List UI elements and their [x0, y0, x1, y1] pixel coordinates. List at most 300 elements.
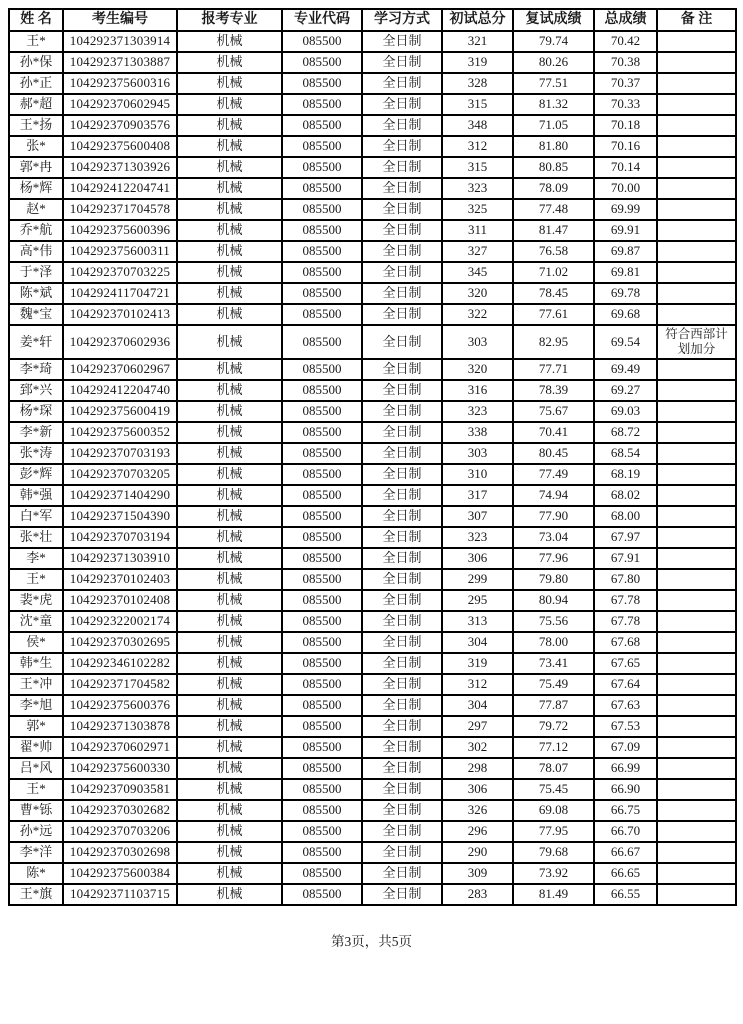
table-row	[9, 283, 736, 304]
study-mode-cell: 全日制	[362, 842, 442, 863]
total-score-cell: 66.65	[594, 863, 657, 884]
major-code-cell: 085500	[282, 611, 362, 632]
study-mode-cell: 全日制	[362, 73, 442, 94]
major-cell: 机械	[177, 422, 282, 443]
remark-cell	[657, 863, 736, 884]
major-code-cell: 085500	[282, 422, 362, 443]
name-cell: 白*军	[9, 506, 63, 527]
candidate-id-cell: 104292370703225	[63, 262, 177, 283]
total-score-cell: 70.00	[594, 178, 657, 199]
major-cell: 机械	[177, 115, 282, 136]
remark-cell	[657, 304, 736, 325]
remark-cell	[657, 611, 736, 632]
total-score-cell: 66.90	[594, 779, 657, 800]
major-cell: 机械	[177, 401, 282, 422]
major-code-cell: 085500	[282, 653, 362, 674]
major-cell: 机械	[177, 304, 282, 325]
study-mode-cell: 全日制	[362, 199, 442, 220]
remark-cell	[657, 800, 736, 821]
major-code-cell: 085500	[282, 758, 362, 779]
name-cell: 韩*生	[9, 653, 63, 674]
study-mode-cell: 全日制	[362, 884, 442, 905]
column-header-candidate-id: 考生编号	[63, 9, 177, 31]
table-row	[9, 157, 736, 178]
total-score-cell: 70.18	[594, 115, 657, 136]
initial-score-cell: 319	[442, 52, 513, 73]
page-number: 第3页，共5页	[331, 934, 412, 949]
study-mode-cell: 全日制	[362, 485, 442, 506]
name-cell: 沈*童	[9, 611, 63, 632]
remark-cell	[657, 569, 736, 590]
remark-cell	[657, 527, 736, 548]
remark-cell	[657, 674, 736, 695]
major-cell: 机械	[177, 380, 282, 401]
study-mode-cell: 全日制	[362, 569, 442, 590]
candidate-id-cell: 104292375600311	[63, 241, 177, 262]
study-mode-cell: 全日制	[362, 325, 442, 359]
initial-score-cell: 313	[442, 611, 513, 632]
candidate-id-cell: 104292370903581	[63, 779, 177, 800]
column-header-study-mode: 学习方式	[362, 9, 442, 31]
study-mode-cell: 全日制	[362, 800, 442, 821]
table-row	[9, 52, 736, 73]
initial-score-cell: 320	[442, 283, 513, 304]
initial-score-cell: 304	[442, 632, 513, 653]
initial-score-cell: 316	[442, 380, 513, 401]
candidate-id-cell: 104292322002174	[63, 611, 177, 632]
name-cell: 于*泽	[9, 262, 63, 283]
initial-score-cell: 327	[442, 241, 513, 262]
table-row	[9, 758, 736, 779]
name-cell: 郝*超	[9, 94, 63, 115]
retest-score-cell: 75.67	[513, 401, 594, 422]
remark-cell	[657, 178, 736, 199]
candidate-id-cell: 104292371704578	[63, 199, 177, 220]
major-cell: 机械	[177, 842, 282, 863]
study-mode-cell: 全日制	[362, 632, 442, 653]
remark-cell	[657, 262, 736, 283]
total-score-cell: 68.19	[594, 464, 657, 485]
table-row	[9, 325, 736, 359]
major-cell: 机械	[177, 800, 282, 821]
name-cell: 陈*	[9, 863, 63, 884]
major-cell: 机械	[177, 863, 282, 884]
candidate-id-cell: 104292370703206	[63, 821, 177, 842]
study-mode-cell: 全日制	[362, 157, 442, 178]
total-score-cell: 69.03	[594, 401, 657, 422]
name-cell: 赵*	[9, 199, 63, 220]
table-row	[9, 94, 736, 115]
candidate-id-cell: 104292375600396	[63, 220, 177, 241]
initial-score-cell: 310	[442, 464, 513, 485]
initial-score-cell: 320	[442, 359, 513, 380]
name-cell: 李*新	[9, 422, 63, 443]
major-cell: 机械	[177, 758, 282, 779]
study-mode-cell: 全日制	[362, 304, 442, 325]
total-score-cell: 69.54	[594, 325, 657, 359]
major-code-cell: 085500	[282, 136, 362, 157]
name-cell: 王*	[9, 779, 63, 800]
retest-score-cell: 77.96	[513, 548, 594, 569]
major-code-cell: 085500	[282, 241, 362, 262]
study-mode-cell: 全日制	[362, 821, 442, 842]
total-score-cell: 70.37	[594, 73, 657, 94]
major-cell: 机械	[177, 884, 282, 905]
table-row	[9, 800, 736, 821]
name-cell: 韩*强	[9, 485, 63, 506]
name-cell: 李*	[9, 548, 63, 569]
candidate-id-cell: 104292370102408	[63, 590, 177, 611]
major-code-cell: 085500	[282, 52, 362, 73]
retest-score-cell: 79.72	[513, 716, 594, 737]
initial-score-cell: 315	[442, 157, 513, 178]
total-score-cell: 67.97	[594, 527, 657, 548]
total-score-cell: 67.53	[594, 716, 657, 737]
table-row	[9, 422, 736, 443]
name-cell: 裴*虎	[9, 590, 63, 611]
retest-score-cell: 80.45	[513, 443, 594, 464]
retest-score-cell: 82.95	[513, 325, 594, 359]
major-code-cell: 085500	[282, 262, 362, 283]
major-code-cell: 085500	[282, 380, 362, 401]
candidate-id-cell: 104292375600352	[63, 422, 177, 443]
name-cell: 张*涛	[9, 443, 63, 464]
retest-score-cell: 81.49	[513, 884, 594, 905]
total-score-cell: 67.68	[594, 632, 657, 653]
major-cell: 机械	[177, 178, 282, 199]
study-mode-cell: 全日制	[362, 220, 442, 241]
initial-score-cell: 306	[442, 779, 513, 800]
table-row	[9, 359, 736, 380]
major-cell: 机械	[177, 241, 282, 262]
study-mode-cell: 全日制	[362, 506, 442, 527]
total-score-cell: 69.27	[594, 380, 657, 401]
major-cell: 机械	[177, 73, 282, 94]
remark-cell	[657, 443, 736, 464]
study-mode-cell: 全日制	[362, 283, 442, 304]
name-cell: 李*琦	[9, 359, 63, 380]
initial-score-cell: 319	[442, 653, 513, 674]
table-row	[9, 842, 736, 863]
candidate-id-cell: 104292375600330	[63, 758, 177, 779]
study-mode-cell: 全日制	[362, 359, 442, 380]
initial-score-cell: 317	[442, 485, 513, 506]
table-row	[9, 674, 736, 695]
study-mode-cell: 全日制	[362, 262, 442, 283]
candidate-id-cell: 104292370602945	[63, 94, 177, 115]
table-row	[9, 863, 736, 884]
name-cell: 王*扬	[9, 115, 63, 136]
total-score-cell: 69.91	[594, 220, 657, 241]
major-cell: 机械	[177, 359, 282, 380]
retest-score-cell: 78.07	[513, 758, 594, 779]
total-score-cell: 68.00	[594, 506, 657, 527]
candidate-id-cell: 104292371504390	[63, 506, 177, 527]
major-cell: 机械	[177, 136, 282, 157]
major-cell: 机械	[177, 52, 282, 73]
initial-score-cell: 321	[442, 31, 513, 52]
remark-cell	[657, 241, 736, 262]
table-row	[9, 31, 736, 52]
major-code-cell: 085500	[282, 632, 362, 653]
remark-cell	[657, 52, 736, 73]
candidate-id-cell: 104292375600408	[63, 136, 177, 157]
total-score-cell: 69.68	[594, 304, 657, 325]
major-cell: 机械	[177, 325, 282, 359]
candidate-id-cell: 104292370302682	[63, 800, 177, 821]
total-score-cell: 68.72	[594, 422, 657, 443]
remark-cell: 符合西部计划加分	[657, 325, 736, 359]
candidate-id-cell: 104292370102403	[63, 569, 177, 590]
major-code-cell: 085500	[282, 94, 362, 115]
name-cell: 郭*	[9, 716, 63, 737]
name-cell: 李*洋	[9, 842, 63, 863]
major-cell: 机械	[177, 674, 282, 695]
name-cell: 孙*正	[9, 73, 63, 94]
retest-score-cell: 77.90	[513, 506, 594, 527]
total-score-cell: 66.55	[594, 884, 657, 905]
study-mode-cell: 全日制	[362, 590, 442, 611]
table-row	[9, 695, 736, 716]
name-cell: 翟*帅	[9, 737, 63, 758]
name-cell: 郅*兴	[9, 380, 63, 401]
initial-score-cell: 306	[442, 548, 513, 569]
remark-cell	[657, 136, 736, 157]
total-score-cell: 67.09	[594, 737, 657, 758]
retest-score-cell: 80.85	[513, 157, 594, 178]
study-mode-cell: 全日制	[362, 611, 442, 632]
total-score-cell: 67.64	[594, 674, 657, 695]
remark-cell	[657, 779, 736, 800]
candidate-id-cell: 104292370102413	[63, 304, 177, 325]
retest-score-cell: 76.58	[513, 241, 594, 262]
table-row	[9, 506, 736, 527]
study-mode-cell: 全日制	[362, 758, 442, 779]
total-score-cell: 66.75	[594, 800, 657, 821]
total-score-cell: 70.33	[594, 94, 657, 115]
initial-score-cell: 309	[442, 863, 513, 884]
total-score-cell: 66.99	[594, 758, 657, 779]
major-code-cell: 085500	[282, 283, 362, 304]
name-cell: 侯*	[9, 632, 63, 653]
total-score-cell: 69.49	[594, 359, 657, 380]
remark-cell	[657, 73, 736, 94]
initial-score-cell: 325	[442, 199, 513, 220]
candidate-id-cell: 104292370602936	[63, 325, 177, 359]
candidate-id-cell: 104292370903576	[63, 115, 177, 136]
retest-score-cell: 74.94	[513, 485, 594, 506]
column-header-major-code: 专业代码	[282, 9, 362, 31]
major-code-cell: 085500	[282, 842, 362, 863]
retest-score-cell: 79.80	[513, 569, 594, 590]
major-code-cell: 085500	[282, 220, 362, 241]
major-cell: 机械	[177, 716, 282, 737]
retest-score-cell: 77.12	[513, 737, 594, 758]
initial-score-cell: 304	[442, 695, 513, 716]
candidate-id-cell: 104292371303914	[63, 31, 177, 52]
major-cell: 机械	[177, 485, 282, 506]
candidate-id-cell: 104292370703194	[63, 527, 177, 548]
remark-cell	[657, 115, 736, 136]
study-mode-cell: 全日制	[362, 178, 442, 199]
major-code-cell: 085500	[282, 779, 362, 800]
remark-cell	[657, 283, 736, 304]
name-cell: 陈*斌	[9, 283, 63, 304]
candidate-id-cell: 104292375600316	[63, 73, 177, 94]
major-cell: 机械	[177, 821, 282, 842]
candidate-id-cell: 104292371303926	[63, 157, 177, 178]
table-row	[9, 884, 736, 905]
major-cell: 机械	[177, 737, 282, 758]
remark-cell	[657, 737, 736, 758]
total-score-cell: 68.02	[594, 485, 657, 506]
initial-score-cell: 323	[442, 527, 513, 548]
study-mode-cell: 全日制	[362, 674, 442, 695]
retest-score-cell: 77.87	[513, 695, 594, 716]
study-mode-cell: 全日制	[362, 380, 442, 401]
table-body	[9, 31, 736, 905]
initial-score-cell: 312	[442, 136, 513, 157]
major-code-cell: 085500	[282, 863, 362, 884]
retest-score-cell: 79.68	[513, 842, 594, 863]
major-cell: 机械	[177, 199, 282, 220]
table-row	[9, 527, 736, 548]
study-mode-cell: 全日制	[362, 401, 442, 422]
table-row	[9, 443, 736, 464]
column-header-name: 姓 名	[9, 9, 63, 31]
total-score-cell: 69.99	[594, 199, 657, 220]
candidate-id-cell: 104292371103715	[63, 884, 177, 905]
major-code-cell: 085500	[282, 590, 362, 611]
major-code-cell: 085500	[282, 548, 362, 569]
initial-score-cell: 326	[442, 800, 513, 821]
table-row	[9, 380, 736, 401]
retest-score-cell: 78.39	[513, 380, 594, 401]
major-cell: 机械	[177, 653, 282, 674]
candidate-id-cell: 104292412204740	[63, 380, 177, 401]
retest-score-cell: 80.94	[513, 590, 594, 611]
initial-score-cell: 295	[442, 590, 513, 611]
retest-score-cell: 80.26	[513, 52, 594, 73]
remark-cell	[657, 464, 736, 485]
study-mode-cell: 全日制	[362, 716, 442, 737]
column-header-remark: 备 注	[657, 9, 736, 31]
major-code-cell: 085500	[282, 325, 362, 359]
candidate-id-cell: 104292375600419	[63, 401, 177, 422]
major-cell: 机械	[177, 590, 282, 611]
major-cell: 机械	[177, 506, 282, 527]
remark-cell	[657, 716, 736, 737]
total-score-cell: 67.80	[594, 569, 657, 590]
major-cell: 机械	[177, 283, 282, 304]
total-score-cell: 70.16	[594, 136, 657, 157]
name-cell: 孙*保	[9, 52, 63, 73]
remark-cell	[657, 401, 736, 422]
retest-score-cell: 81.47	[513, 220, 594, 241]
major-cell: 机械	[177, 443, 282, 464]
major-cell: 机械	[177, 569, 282, 590]
name-cell: 郭*冉	[9, 157, 63, 178]
initial-score-cell: 328	[442, 73, 513, 94]
initial-score-cell: 303	[442, 443, 513, 464]
study-mode-cell: 全日制	[362, 464, 442, 485]
initial-score-cell: 323	[442, 401, 513, 422]
study-mode-cell: 全日制	[362, 779, 442, 800]
major-code-cell: 085500	[282, 178, 362, 199]
total-score-cell: 67.78	[594, 590, 657, 611]
major-code-cell: 085500	[282, 800, 362, 821]
total-score-cell: 67.91	[594, 548, 657, 569]
table-row	[9, 262, 736, 283]
retest-score-cell: 73.41	[513, 653, 594, 674]
major-code-cell: 085500	[282, 527, 362, 548]
table-row	[9, 464, 736, 485]
major-code-cell: 085500	[282, 157, 362, 178]
table-row	[9, 632, 736, 653]
column-header-total-score: 总成绩	[594, 9, 657, 31]
candidate-id-cell: 104292375600384	[63, 863, 177, 884]
remark-cell	[657, 31, 736, 52]
initial-score-cell: 338	[442, 422, 513, 443]
retest-score-cell: 73.92	[513, 863, 594, 884]
table-header-row	[9, 9, 736, 31]
retest-score-cell: 71.02	[513, 262, 594, 283]
initial-score-cell: 296	[442, 821, 513, 842]
retest-score-cell: 73.04	[513, 527, 594, 548]
study-mode-cell: 全日制	[362, 695, 442, 716]
name-cell: 魏*宝	[9, 304, 63, 325]
total-score-cell: 67.78	[594, 611, 657, 632]
remark-cell	[657, 842, 736, 863]
table-row	[9, 779, 736, 800]
name-cell: 张*壮	[9, 527, 63, 548]
study-mode-cell: 全日制	[362, 52, 442, 73]
study-mode-cell: 全日制	[362, 136, 442, 157]
retest-score-cell: 81.80	[513, 136, 594, 157]
major-code-cell: 085500	[282, 443, 362, 464]
retest-score-cell: 77.49	[513, 464, 594, 485]
retest-score-cell: 75.45	[513, 779, 594, 800]
study-mode-cell: 全日制	[362, 863, 442, 884]
study-mode-cell: 全日制	[362, 422, 442, 443]
study-mode-cell: 全日制	[362, 527, 442, 548]
name-cell: 曹*铄	[9, 800, 63, 821]
total-score-cell: 69.78	[594, 283, 657, 304]
admission-results-table	[8, 8, 737, 906]
study-mode-cell: 全日制	[362, 653, 442, 674]
major-code-cell: 085500	[282, 199, 362, 220]
name-cell: 王*旗	[9, 884, 63, 905]
total-score-cell: 70.38	[594, 52, 657, 73]
study-mode-cell: 全日制	[362, 115, 442, 136]
name-cell: 孙*远	[9, 821, 63, 842]
table-row	[9, 115, 736, 136]
total-score-cell: 66.70	[594, 821, 657, 842]
initial-score-cell: 315	[442, 94, 513, 115]
name-cell: 王*冲	[9, 674, 63, 695]
major-code-cell: 085500	[282, 674, 362, 695]
table-row	[9, 220, 736, 241]
remark-cell	[657, 506, 736, 527]
table-row	[9, 199, 736, 220]
major-cell: 机械	[177, 31, 282, 52]
initial-score-cell: 302	[442, 737, 513, 758]
table-row	[9, 590, 736, 611]
candidate-id-cell: 104292370602971	[63, 737, 177, 758]
name-cell: 王*	[9, 569, 63, 590]
candidate-id-cell: 104292371303887	[63, 52, 177, 73]
table-row	[9, 737, 736, 758]
